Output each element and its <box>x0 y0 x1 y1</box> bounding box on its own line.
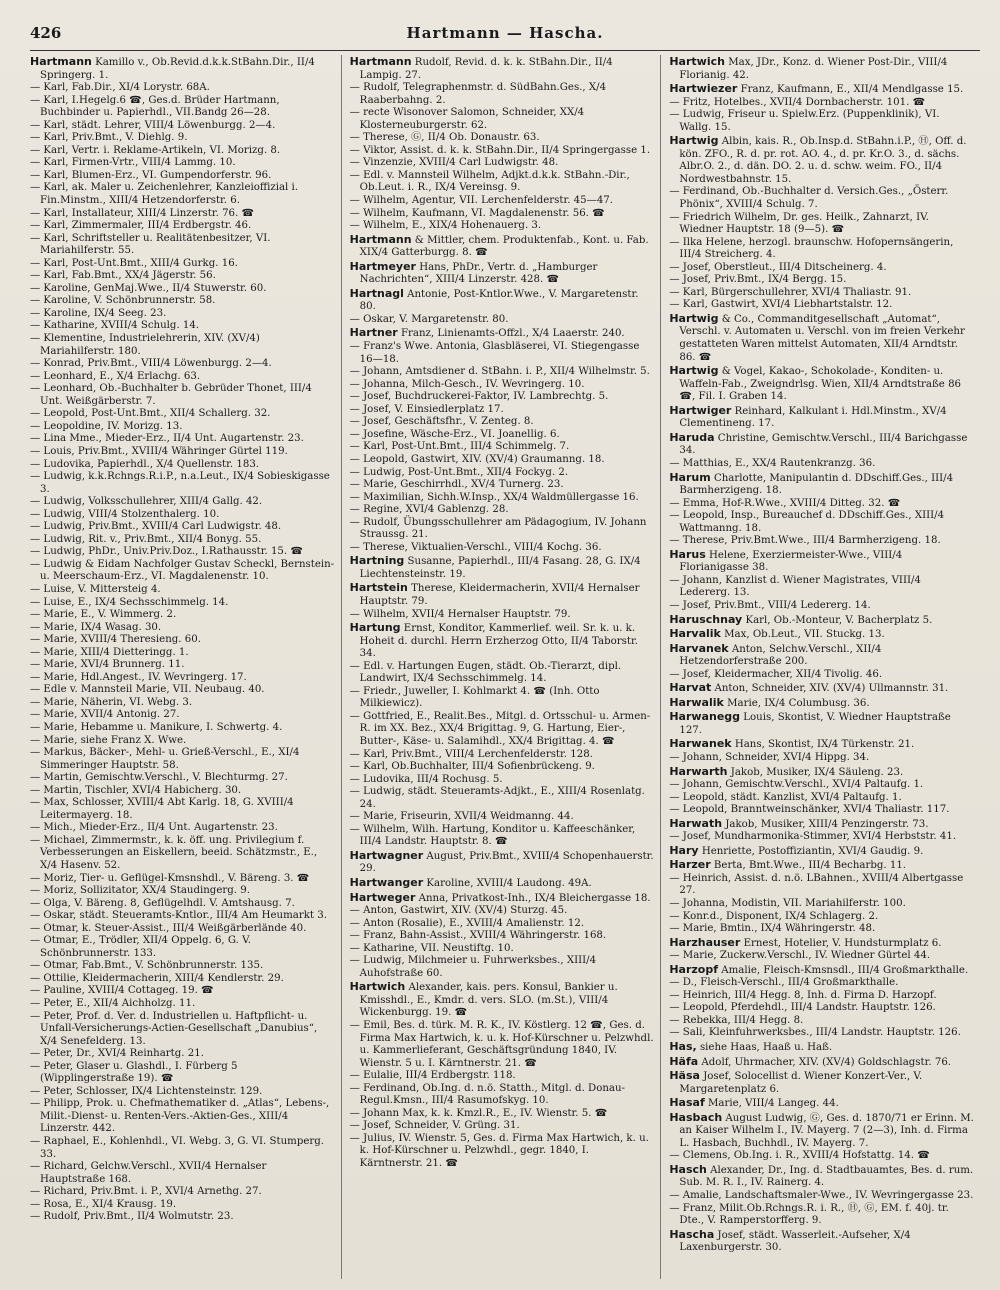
directory-entry: — Klementine, Industrielehrerin, XIV. (XV/4) Mariahilferstr. 180. <box>30 333 260 357</box>
directory-entry: Harwarth Jakob, Musiker, IX/4 Säuleng. 23. <box>669 764 904 778</box>
directory-entry: Haruda Christine, Gemischtw.Verschl., III/4 Barichgasse 34. <box>669 430 968 457</box>
directory-entry: — Ludwig & Eidam Nachfolger Gustav Scheckl, Bernstein- u. Meerschaum-Erz., VI. Magdalenenstr. 10. <box>30 558 335 583</box>
directory-entry: — Franz's Wwe. Antonia, Glasbläserei, VI. Stiegengasse 16—18. <box>349 341 640 365</box>
surname: Has, <box>669 1040 697 1054</box>
directory-entry: — Leopold, Gastwirt, XIV. (XV/4) Graumanng. 18. <box>349 453 605 465</box>
directory-entry: — Otmar, E., Trödler, XII/4 Oppelg. 6, G. V. Schönbrunnerstr. 133. <box>30 935 251 959</box>
directory-entry: — Marie, Geschirrhdl., XV/4 Turnerg. 23. <box>349 479 564 491</box>
surname: Harwalik <box>669 695 724 709</box>
directory-entry: — Leopold, städt. Kanzlist, XVI/4 Paltaufg. 1. <box>669 791 902 803</box>
directory-entry: Harzopf Amalie, Fleisch-Kmsnsdl., III/4 Großmarkthalle. <box>669 962 969 976</box>
directory-entry: — Josef, Schneider, V. Grüng. 31. <box>349 1120 520 1132</box>
directory-entry: Hasbach August Ludwig, Ⓖ, Ges. d. 1870/71 er Erinn. M. an Kaiser Wilhelm I., IV. Mayerg. 7 (2—3), Inh. d. Firma L. Hasbach, Buchhdl., IV. Mayerg. 7. <box>669 1110 974 1149</box>
directory-entry: — Katharine, XVIII/4 Schulg. 14. <box>30 320 200 332</box>
directory-entry: — Karl, I.Hegelg.6 ☎, Ges.d. Brüder Hartmann, Buchbinder u. Papierhdl., VII.Bandg 26—28. <box>30 94 280 119</box>
directory-entry: — Katharine, VII. Neustiftg. 10. <box>349 942 514 954</box>
directory-entry: Hartwiger Reinhard, Kalkulant i. Hdl.Minstm., XV/4 Clementineng. 17. <box>669 403 947 430</box>
directory-entry: — Peter, E., XII/4 Aichholzg. 11. <box>30 998 196 1010</box>
directory-entry: — Ludwig, Post-Unt.Bmt., XII/4 Fockyg. 2. <box>349 466 569 478</box>
directory-entry: — Otmar, Fab.Bmt., V. Schönbrunnerstr. 135. <box>30 960 264 972</box>
directory-entry: — Marie, siehe Franz X. Wwe. <box>30 734 187 746</box>
directory-entry: — Franz, Bahn-Assist., XVIII/4 Währingerstr. 168. <box>349 930 607 942</box>
directory-entry: — Rosa, E., XI/4 Krausg. 19. <box>30 1198 177 1210</box>
directory-entry: — Leopold, Post-Unt.Bmt., XII/4 Schallerg. 32. <box>30 408 271 420</box>
directory-entry: — Otmar, k. Steuer-Assist., III/4 Weißgärberlände 40. <box>30 922 307 934</box>
directory-entry: — Franz, Milit.Ob.Rchngs.R. i. R., Ⓗ, Ⓖ, EM. f. 40j. tr. Dte., V. Ramperstorfferg. 9. <box>669 1202 949 1227</box>
directory-entry: — Lina Mme., Mieder-Erz., II/4 Unt. Augartenstr. 23. <box>30 433 304 445</box>
surname: Hartung <box>349 621 401 635</box>
surname: Harvat <box>669 681 712 695</box>
surname: Hartwagner <box>349 848 424 862</box>
directory-entry: — Leopold, Branntweinschänker, XVI/4 Thaliastr. 117. <box>669 804 950 816</box>
directory-entry: Harwanek Hans, Skontist, IX/4 Türkenstr. 21. <box>669 737 915 751</box>
surname: Harvalik <box>669 627 721 641</box>
directory-entry: — Pauline, XVIII/4 Cottageg. 19. ☎ <box>30 985 214 997</box>
directory-entry: Haruschnay Karl, Ob.-Monteur, V. Bacherplatz 5. <box>669 612 933 626</box>
surname: Harwanegg <box>669 710 741 724</box>
directory-entry: — Markus, Bäcker-, Mehl- u. Grieß-Verschl., E., XI/4 Simmeringer Hauptstr. 58. <box>30 747 300 771</box>
directory-entry: Hartwiezer Franz, Kaufmann, E., XII/4 Mendlgasse 15. <box>669 82 964 96</box>
directory-entry: — Leopold, Pferdehdl., III/4 Landstr. Hauptstr. 126. <box>669 1002 936 1014</box>
surname: Hartwich <box>349 980 406 994</box>
surname: Hartwiger <box>669 403 732 417</box>
directory-entry: Harwalik Marie, IX/4 Columbusg. 36. <box>669 695 870 709</box>
directory-entry: — Johann, Kanzlist d. Wiener Magistrates, VIII/4 Ledererg. 13. <box>669 574 921 599</box>
directory-entry: — Raphael, E., Kohlenhdl., VI. Webg. 3, G. VI. Stumperg. 33. <box>30 1136 324 1160</box>
directory-entry: — Edl. v. Hartungen Eugen, städt. Ob.-Tierarzt, dipl. Landwirt, IX/4 Sechsschimmelg. 14. <box>349 660 622 685</box>
directory-entry: Häsa Josef, Solocellist d. Wiener Konzert-Ver., V. Margaretenplatz 6. <box>669 1069 923 1095</box>
directory-entry: — Anton, Gastwirt, XIV. (XV/4) Sturzg. 45. <box>349 905 568 917</box>
directory-entry: — Johann, Gemischtw.Verschl., XVI/4 Paltaufg. 1. <box>669 779 924 791</box>
directory-entry: — Josef, Geschäftsfhr., V. Zenteg. 8. <box>349 416 534 428</box>
directory-entry: — Philipp, Prok. u. Chefmathematiker d. „Atlas“, Lebens-, Milit.-Dienst- u. Renten-Vers.-Aktien-Ges., XIII/4 Linzerstr. 442. <box>30 1098 330 1135</box>
directory-entry: — Josef, Kleidermacher, XII/4 Tivolig. 46. <box>669 668 883 680</box>
directory-entry: — Marie, Zuckerw.Verschl., IV. Wiedner Gürtel 44. <box>669 950 931 962</box>
directory-entry: — Louis, Priv.Bmt., XVIII/4 Währinger Gürtel 119. <box>30 445 288 457</box>
directory-entry: — Eulalie, III/4 Erdbergstr. 118. <box>349 1070 516 1082</box>
directory-entry: — Marie, Friseurin, XVII/4 Weidmanng. 44. <box>349 811 574 823</box>
surname: Hartner <box>349 326 398 340</box>
directory-entry: Harum Charlotte, Manipulantin d. DDschiff.Ges., III/4 Barmherzigeng. 18. <box>669 470 954 497</box>
directory-entry: — Gottfried, E., Realit.Bes., Mitgl. d. Ortsschul- u. Armen-R. im XX. Bez., XX/4 Brigittag. 9, G. Hartung, Eier-, Butter-, Käse- u. Salamihdl., XX/4 Brigittag. 4. ☎ <box>349 710 651 747</box>
directory-entry: — Marie, IX/4 Wasag. 30. <box>30 621 162 633</box>
directory-entry: Hartning Susanne, Papierhdl., III/4 Fasang. 28, G. IX/4 Liechtensteinstr. 19. <box>349 554 641 580</box>
surname: Hartmann <box>30 55 92 68</box>
directory-entry: — Therese, Priv.Bmt.Wwe., III/4 Barmherzigeng. 18. <box>669 535 941 547</box>
directory-entry: Harwanegg Louis, Skontist, V. Wiedner Hauptstraße 127. <box>669 710 951 736</box>
directory-entry: — Josef, V. Einsiedlerplatz 17. <box>349 403 504 415</box>
directory-entry: — Ludwig, Milchmeier u. Fuhrwerksbes., XIII/4 Auhofstraße 60. <box>349 955 597 979</box>
directory-entry: Hartmann Rudolf, Revid. d. k. k. StBahn.Dir., II/4 Lampig. 27. <box>349 55 613 81</box>
directory-entry: — Peter, Schlosser, IX/4 Lichtensteinstr. 129. <box>30 1085 263 1097</box>
directory-entry: — Rebekka, III/4 Hegg. 8. <box>669 1014 804 1026</box>
directory-entry: — Karl, Gastwirt, XVI/4 Liebhartstalstr. 12. <box>669 299 893 311</box>
surname: Harwarth <box>669 764 728 778</box>
directory-entry: Harvat Anton, Schneider, XIV. (XV/4) Ullmannstr. 31. <box>669 681 949 695</box>
directory-entry: — Luise, E., IX/4 Sechsschimmelg. 14. <box>30 596 229 608</box>
directory-entry: — Karl, Zimmermaler, III/4 Erdbergstr. 46. <box>30 220 252 232</box>
page-number: 426 <box>30 24 62 42</box>
directory-entry: — Moriz, Tier- u. Geflügel-Kmsnshdl., V. Bäreng. 3. ☎ <box>30 872 310 884</box>
directory-entry: — Moriz, Sollizitator, XX/4 Staudingerg. 9. <box>30 885 250 897</box>
directory-entry: — Martin, Gemischtw.Verschl., V. Blechturmg. 27. <box>30 772 288 784</box>
directory-entry: — Wilhelm, Kaufmann, VI. Magdalenenstr. 56. ☎ <box>349 207 605 219</box>
surname: Hartmann <box>349 232 412 246</box>
directory-entry: — Oskar, V. Margaretenstr. 80. <box>349 313 509 325</box>
directory-entry: — Josef, Priv.Bmt., IX/4 Bergg. 15. <box>669 274 847 286</box>
column-left <box>30 55 342 1279</box>
directory-entry: — Karl, Fab.Bmt., XX/4 Jägerstr. 56. <box>30 270 216 282</box>
directory-entry: — Rudolf, Priv.Bmt., II/4 Wolmutstr. 23. <box>30 1211 234 1223</box>
directory-entry: — Marie, Bmtin., IX/4 Währingerstr. 48. <box>669 923 876 935</box>
directory-entry: — Leonhard, E., X/4 Erlachg. 63. <box>30 370 201 382</box>
directory-entry: — Josefine, Wäsche-Erz., VI. Joanellig. 6. <box>349 428 560 440</box>
directory-entry: — Karl, Bürgerschullehrer, XVI/4 Thaliastr. 91. <box>669 286 912 298</box>
directory-entry: Hartwig & Co., Commanditgesellschaft „Automat“, Verschl. v. Automaten u. Verschl. von im freien Verkehr gestatteten Waren mittelst Automaten, XII/4 Arndtstr. 86. ☎ <box>669 311 965 363</box>
directory-entry: Hartwagner August, Priv.Bmt., XVIII/4 Schopenhauerstr. 29. <box>349 848 654 875</box>
surname: Hasbach <box>669 1110 723 1124</box>
directory-entry: — Josef, Priv.Bmt., VIII/4 Ledererg. 14. <box>669 599 871 611</box>
directory-entry: Hartwanger Karoline, XVIII/4 Laudong. 49A. <box>349 876 592 889</box>
directory-entry: — Ludwig, Rit. v., Priv.Bmt., XII/4 Bonyg. 55. <box>30 533 262 545</box>
directory-entry: — Heinrich, III/4 Hegg. 8, Inh. d. Firma D. Harzopf. <box>669 989 937 1001</box>
directory-entry: — Karl, Priv.Bmt., VIII/4 Lerchenfelderstr. 128. <box>349 748 593 760</box>
directory-entry: — Karl, Vertr. i. Reklame-Artikeln, VI. Morizg. 8. <box>30 144 281 156</box>
surname: Hartnagl <box>349 286 404 300</box>
directory-entry: — Karl, Ob.Buchhalter, III/4 Sofienbrückeng. 9. <box>349 761 595 773</box>
surname: Hartwanger <box>349 876 424 889</box>
directory-entry: — Marie, XVIII/4 Theresieng. 60. <box>30 634 201 646</box>
directory-entry: Häfa Adolf, Uhrmacher, XIV. (XV/4) Goldschlagstr. 76. <box>669 1054 952 1068</box>
surname: Haruschnay <box>669 612 743 626</box>
directory-entry: — Johanna, Milch-Gesch., IV. Wevringerg. 10. <box>349 378 585 390</box>
surname: Hartning <box>349 554 405 568</box>
directory-entry: — Ludwig, Friseur u. Spielw.Erz. (Puppenklinik), VI. Wallg. 15. <box>669 109 940 133</box>
directory-entry: — Therese, Ⓖ, II/4 Ob. Donaustr. 63. <box>349 132 540 144</box>
directory-entry: — Marie, Näherin, VI. Webg. 3. <box>30 696 193 708</box>
directory-entry: Hartner Franz, Linienamts-Offzl., X/4 Laaerstr. 240. <box>349 326 625 340</box>
directory-entry: — Peter, Dr., XVI/4 Reinhartg. 21. <box>30 1048 204 1060</box>
directory-entry: Hartstein Therese, Kleidermacherin, XVII/4 Hernalser Hauptstr. 79. <box>349 581 640 607</box>
directory-entry: — Karl, Priv.Bmt., V. Diehlg. 9. <box>30 132 188 144</box>
directory-entry: — Marie, XIII/4 Dietteringg. 1. <box>30 646 189 658</box>
directory-entry: — Ludwig, k.k.Rchngs.R.i.P., n.a.Leut., IX/4 Sobieskigasse 3. <box>30 471 330 495</box>
directory-entry: — Richard, Priv.Bmt. i. P., XVI/4 Arnethg. 27. <box>30 1186 262 1198</box>
directory-entry: — Ilka Helene, herzogl. braunschw. Hofopernsängerin, III/4 Streicherg. 4. <box>669 236 954 261</box>
directory-entry: — Matthias, E., XX/4 Rautenkranzg. 36. <box>669 457 876 469</box>
directory-entry: — Karoline, GenMaj.Wwe., II/4 Stuwerstr. 60. <box>30 282 267 294</box>
directory-entry: — Oskar, städt. Steueramts-Kntlor., III/4 Am Heumarkt 3. <box>30 910 327 922</box>
directory-entry: — Karl, Post-Unt.Bmt., XIII/4 Gurkg. 16. <box>30 257 238 269</box>
directory-entry: — Max, Schlosser, XVIII/4 Abt Karlg. 18, G. XVIII/4 Leitermayerg. 18. <box>30 797 294 821</box>
directory-entry: — Ludwig, Priv.Bmt., XVIII/4 Carl Ludwigstr. 48. <box>30 521 282 533</box>
directory-entry: — Ferdinand, Ob.-Buchhalter d. Versich.Ges., „Österr. Phönix“, XVIII/4 Schulg. 7. <box>669 186 949 211</box>
surname: Hartwig <box>669 134 719 148</box>
directory-entry: — Karl, ak. Maler u. Zeichenlehrer, Kanzleioffizial i. Fin.Minstm., XIII/4 Hetzendorferstr. 6. <box>30 182 299 207</box>
directory-entry: — Wilhelm, XVII/4 Hernalser Hauptstr. 79. <box>349 608 571 620</box>
surname: Hartwig <box>669 311 719 325</box>
directory-entry: — Regine, XVI/4 Gablenzg. 28. <box>349 504 509 516</box>
directory-entry: — recte Wisonover Salomon, Schneider, XX/4 Klosterneuburgerstr. 62. <box>349 107 585 131</box>
directory-entry: Harvanek Anton, Selchw.Verschl., XII/4 Hetzendorferstraße 200. <box>669 641 882 668</box>
directory-entry: Hartwich Max, JDr., Konz. d. Wiener Post-Dir., VIII/4 Florianig. 42. <box>669 55 948 81</box>
directory-entry: — Karoline, V. Schönbrunnerstr. 58. <box>30 295 216 307</box>
directory-entry: — Martin, Tischler, XVI/4 Habicherg. 30. <box>30 784 242 796</box>
directory-entry: — Richard, Gelchw.Verschl., XVII/4 Hernalser Hauptstraße 168. <box>30 1161 267 1185</box>
surname: Hartwich <box>669 55 725 68</box>
directory-entry: — Ludwig, Volksschullehrer, XIII/4 Gallg. 42. <box>30 496 263 508</box>
directory-entry: — Konrad, Priv.Bmt., VIII/4 Löwenburgg. 2—4. <box>30 358 272 370</box>
surname: Hartmeyer <box>349 259 416 273</box>
surname: Harwath <box>669 816 723 830</box>
directory-entry: — Ferdinand, Ob.Ing. d. n.ö. Statth., Mitgl. d. Donau-Regul.Kmsn., III/4 Rasumofskyg. 10. <box>349 1082 625 1107</box>
directory-entry: Hasch Alexander, Dr., Ing. d. Stadtbauamtes, Bes. d. rum. Sub. M. R. I., IV. Rainerg. 4. <box>669 1162 974 1189</box>
directory-entry: — Edl. v. Mannsteil Wilhelm, Adjkt.d.k.k. StBahn.-Dir., Ob.Leut. i. R., IX/4 Vereinsg. 9. <box>349 169 630 194</box>
directory-entry: — Karl, Schriftsteller u. Realitätenbesitzer, VI. Mariahilferstr. 55. <box>30 232 271 257</box>
directory-entry: — Karoline, IX/4 Seeg. 23. <box>30 307 167 319</box>
directory-entry: Hartweger Anna, Privatkost-Inh., IX/4 Bleichergasse 18. <box>349 890 651 904</box>
directory-entry: — Friedrich Wilhelm, Dr. ges. Heilk., Zahnarzt, IV. Wiedner Hauptstr. 18 (9—5). ☎ <box>669 211 929 236</box>
directory-entry: Hartwig Albin, kais. R., Ob.Insp.d. StBahn.i.P., Ⓗ, Off. d. kön. ZFO., R. d. pr. rot. AO. 4., d. pr. Kr.O. 3., d. sächs. Albr.O. 2., d. dän. DO. 2. u. d. schw. weim. FO., II/4 Nordwestbahnstr. 15. <box>669 134 967 185</box>
surname: Harzopf <box>669 962 719 976</box>
directory-entry: — Amalie, Landschaftsmaler-Wwe., IV. Wevringergasse 23. <box>669 1190 974 1202</box>
directory-entry: — Peter, Prof. d. Ver. d. Industriellen u. Haftpflicht- u. Unfall-Versicherungs-Actien-Gesellschaft „Danubius“, X/4 Senefelderg. 13. <box>30 1010 318 1047</box>
surname: Harwanek <box>669 737 732 751</box>
directory-entry: — Luise, V. Mittersteig 4. <box>30 583 161 595</box>
surname: Hasch <box>669 1162 707 1176</box>
directory-entry: — Mich., Mieder-Erz., II/4 Unt. Augartenstr. 23. <box>30 822 278 834</box>
directory-entry: — Maximilian, Sichh.W.Insp., XX/4 Waldmüllergasse 16. <box>349 491 639 503</box>
directory-entry: — Marie, XVI/4 Brunnerg. 11. <box>30 659 185 671</box>
directory-entry: — Ludwig, städt. Steueramts-Adjkt., E., XIII/4 Rosenlatg. 24. <box>349 786 645 810</box>
directory-entry: Hartmann Kamillo v., Ob.Revid.d.k.k.StBahn.Dir., II/4 Springerg. 1. <box>30 55 315 81</box>
surname: Harzer <box>669 858 711 872</box>
directory-entry: Harvalik Max, Ob.Leut., VII. Stuckg. 13. <box>669 627 885 641</box>
directory-entry: — Friedr., Juweller, I. Kohlmarkt 4. ☎ (Inh. Otto Milkiewicz). <box>349 685 600 710</box>
directory-entry: — Marie, E., V. Wimmerg. 2. <box>30 609 177 621</box>
directory-entry: — Johanna, Modistin, VII. Mariahilferstr. 100. <box>669 898 906 909</box>
directory-entry: — D., Fleisch-Verschl., III/4 Großmarkthalle. <box>669 977 899 989</box>
directory-entry: — Marie, XVII/4 Antonig. 27. <box>30 709 180 721</box>
directory-entry: — Wilhelm, Agentur, VII. Lerchenfelderstr. 45—47. <box>349 195 614 207</box>
surname: Hasaf <box>669 1096 705 1110</box>
directory-entry: Hartwig & Vogel, Kakao-, Schokolade-, Konditen- u. Waffeln-Fab., Zweigndrlsg. Wien, XII/4 Arndtstraße 86 ☎, Fil. I. Graben 14. <box>669 364 962 403</box>
surname: Häfa <box>669 1054 699 1068</box>
directory-entry: — Sali, Kleinfuhrwerksbes., III/4 Landstr. Hauptstr. 126. <box>669 1027 961 1039</box>
directory-entry: — Michael, Zimmermstr., k. k. öff. ung. Privilegium f. Verbesserungen an Eiskellern, beeid. Schätzmstr., E., X/4 Hasenv. 52. <box>30 834 318 871</box>
surname: Harus <box>669 547 706 561</box>
directory-entry: — Leopoldine, IV. Morizg. 13. <box>30 420 183 432</box>
directory-entry: Hascha Josef, städt. Wasserleit.-Aufseher, X/4 Laxenburgerstr. 30. <box>669 1227 911 1254</box>
directory-entry: — Josef, Oberstleut., III/4 Ditscheinerg. 4. <box>669 261 887 273</box>
directory-entry: Harus Helene, Exerziermeister-Wwe., VIII/4 Florianigasse 38. <box>669 547 903 574</box>
directory-entry: — Wilhelm, E., XIX/4 Hohenauerg. 3. <box>349 220 542 232</box>
surname: Haruda <box>669 430 715 444</box>
directory-entry: — Leopold, Insp., Bureauchef d. DDschiff.Ges., XIII/4 Wattmanng. 18. <box>669 510 945 534</box>
directory-entry: — Johann Max, k. k. Kmzl.R., E., IV. Wienstr. 5. ☎ <box>349 1107 608 1119</box>
directory-entry: Hasaf Marie, VIII/4 Langeg. 44. <box>669 1096 839 1110</box>
surname: Harum <box>669 470 711 484</box>
directory-entry: — Karl, Firmen-Vrtr., VIII/4 Lammg. 10. <box>30 157 236 169</box>
directory-entry: — Marie, Hebamme u. Manikure, I. Schwertg. 4. <box>30 721 283 733</box>
surname: Hartwiezer <box>669 82 738 96</box>
directory-entry: Harwath Jakob, Musiker, XIII/4 Penzingerstr. 73. <box>669 816 929 830</box>
surname: Hartweger <box>349 890 416 904</box>
directory-columns <box>30 55 980 1279</box>
directory-entry: — Karl, Fab.Dir., XI/4 Lorystr. 68A. <box>30 82 210 94</box>
directory-entry: — Clemens, Ob.Ing. i. R., XVIII/4 Hofstattg. 14. ☎ <box>669 1150 930 1162</box>
directory-entry: — Johann, Schneider, XVI/4 Hippg. 34. <box>669 751 870 763</box>
directory-entry: — Karl, städt. Lehrer, VIII/4 Löwenburgg. 2—4. <box>30 119 276 131</box>
directory-entry: — Emma, Hof-R.Wwe., XVIII/4 Ditteg. 32. ☎ <box>669 497 901 509</box>
directory-entry: — Vinzenzie, XVIII/4 Carl Ludwigstr. 48. <box>349 157 559 169</box>
directory-entry: — Ludovika, Papierhdl., X/4 Quellenstr. 183. <box>30 458 260 470</box>
directory-entry: — Peter, Glaser u. Glashdl., I. Fürberg 5 (Wipplingerstraße 19). ☎ <box>30 1060 238 1085</box>
page-header <box>30 24 980 51</box>
directory-entry: — Konr.d., Disponent, IX/4 Schlagerg. 2. <box>669 910 879 922</box>
directory-entry: — Julius, IV. Wienstr. 5, Ges. d. Firma Max Hartwich, k. u. k. Hof-Kürschner u. Pelzwhdl., gegr. 1840, I. Kärntnerstr. 21. ☎ <box>349 1132 649 1170</box>
directory-entry: — Fritz, Hotelbes., XVII/4 Dornbacherstr. 101. ☎ <box>669 96 926 108</box>
directory-entry: — Ludwig, VIII/4 Stolzenthalerg. 10. <box>30 508 220 520</box>
directory-entry: Hartwich Alexander, kais. pers. Konsul, Bankier u. Kmisshdl., E., Kmdr. d. vers. SLO. (m.St.), VIII/4 Wickenburgg. 19. ☎ <box>349 980 618 1019</box>
directory-entry: — Therese, Viktualien-Verschl., VIII/4 Kochg. 36. <box>349 541 602 553</box>
directory-entry: Hary Henriette, Postoffiziantin, XVI/4 Gaudig. 9. <box>669 843 924 857</box>
directory-entry: Has, siehe Haas, Haaß u. Haß. <box>669 1040 833 1054</box>
directory-entry: — Olga, V. Bäreng. 8, Geflügelhdl. V. Amtshausg. 7. <box>30 897 295 909</box>
directory-entry: — Karl, Installateur, XIII/4 Linzerstr. 76. ☎ <box>30 207 255 219</box>
directory-entry: — Heinrich, Assist. d. n.ö. LBahnen., XVIII/4 Albertgasse 27. <box>669 872 964 897</box>
directory-entry: — Karl, Post-Unt.Bmt., III/4 Schimmelg. 7. <box>349 441 570 453</box>
directory-entry: — Ludwig, PhDr., Univ.Priv.Doz., I.Rathausstr. 15. ☎ <box>30 546 304 558</box>
directory-entry: — Viktor, Assist. d. k. k. StBahn.Dir., II/4 Springergasse 1. <box>349 144 651 156</box>
directory-entry: Harzer Berta, Bmt.Wwe., III/4 Becharbg. 11. <box>669 858 907 872</box>
directory-entry: — Edle v. Mannsteil Marie, VII. Neubaug. 40. <box>30 684 265 696</box>
directory-entry: Hartmann & Mittler, chem. Produktenfab., Kont. u. Fab. XIX/4 Gatterburgg. 8. ☎ <box>349 232 649 259</box>
surname: Häsa <box>669 1069 700 1083</box>
directory-entry: — Johann, Amtsdiener d. StBahn. i. P., XII/4 Wilhelmstr. 5. <box>349 366 650 378</box>
directory-entry: — Josef, Buchdruckerei-Faktor, IV. Lambrechtg. 5. <box>349 391 609 403</box>
directory-entry: — Rudolf, Telegraphenmstr. d. SüdBahn.Ges., X/4 Raaberbahng. 2. <box>349 82 607 106</box>
directory-entry: — Rudolf, Übungsschullehrer am Pädagogium, IV. Johann Straussg. 21. <box>349 516 647 541</box>
running-head: Hartmann — Hascha. <box>406 24 604 42</box>
directory-entry: Hartnagl Antonie, Post-Kntlor.Wwe., V. Margaretenstr. 80. <box>349 286 639 313</box>
directory-entry: Hartmeyer Hans, PhDr., Vertr. d. „Hamburger Nachrichten“, XIII/4 Linzerstr. 428. ☎ <box>349 259 598 286</box>
column-middle <box>350 55 662 1279</box>
directory-entry: — Wilhelm, Wilh. Hartung, Konditor u. Kaffeeschänker, III/4 Landstr. Hauptstr. 8. ☎ <box>349 823 636 848</box>
surname: Hary <box>669 843 699 857</box>
surname: Harzhauser <box>669 935 741 949</box>
directory-entry: — Marie, Hdl.Angest., IV. Wevringerg. 17. <box>30 671 247 683</box>
surname: Hartwig <box>669 364 719 378</box>
surname: Harvanek <box>669 641 729 655</box>
directory-entry: — Josef, Mundharmonika-Stimmer, XVI/4 Herbststr. 41. <box>669 831 957 843</box>
directory-entry: — Anton (Rosalie), E., XVIII/4 Amalienstr. 12. <box>349 917 585 929</box>
column-right <box>669 55 980 1279</box>
directory-entry: Hartung Ernst, Konditor, Kammerlief. weil. Sr. k. u. k. Hoheit d. durchl. Herrn Erzherzog Otto, II/4 Taborstr. 34. <box>349 621 638 660</box>
surname: Hascha <box>669 1227 715 1241</box>
directory-entry: — Leonhard, Ob.-Buchhalter b. Gebrüder Thonet, III/4 Unt. Weißgärberstr. 7. <box>30 383 312 407</box>
directory-entry: Harzhauser Ernest, Hotelier, V. Hundsturmplatz 6. <box>669 935 942 949</box>
surname: Hartmann <box>349 55 412 68</box>
directory-entry: — Ottilie, Kleidermacherin, XIII/4 Kendlerstr. 29. <box>30 972 284 984</box>
directory-entry: — Emil, Bes. d. türk. M. R. K., IV. Köstlerg. 12 ☎, Ges. d. Firma Max Hartwich, k. u. k. Hof-Kürschner u. Pelzwhdl. u. Kammerlieferant, Geschäftsgründung 1840, IV. Wienstr. 5 u. I. Kärntnerstr. 21. ☎ <box>349 1020 654 1069</box>
directory-entry: — Karl, Blumen-Erz., VI. Gumpendorferstr. 96. <box>30 169 272 181</box>
surname: Hartstein <box>349 581 408 595</box>
directory-entry: — Ludovika, III/4 Rochusg. 5. <box>349 773 503 785</box>
